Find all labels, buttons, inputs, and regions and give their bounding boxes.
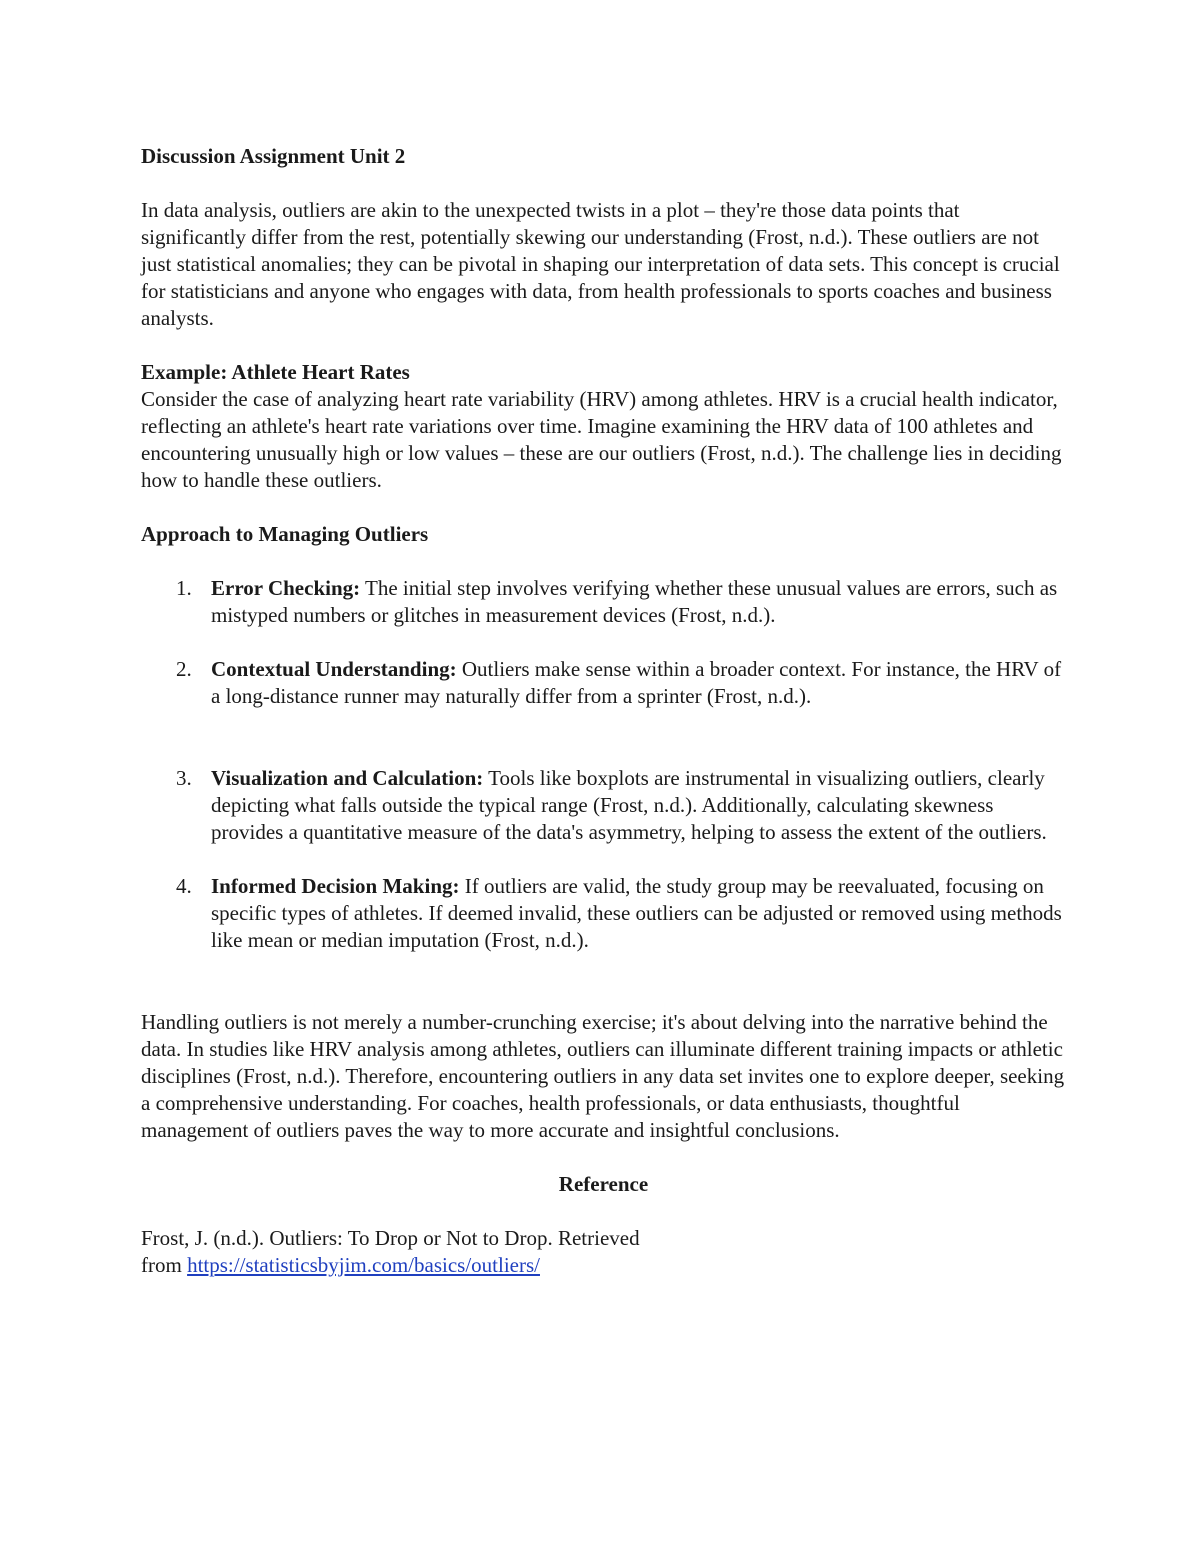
- list-item: [141, 575, 1066, 629]
- list-item-label: Informed Decision Making:: [211, 874, 460, 898]
- document-body: [141, 143, 1066, 1279]
- list-item-text: Tools like boxplots are instrumental in visualizing outliers, clearly depicting what falls outside the typical range (Frost, n.d.). Additionally, calculating skewness provides a quantitative measure of the data's asymmetry, helping to assess the extent of the outliers.: [211, 766, 1047, 844]
- list-item-text: The initial step involves verifying whether these unusual values are errors, such as mistyped numbers or glitches in measurement devices (Frost, n.d.).: [211, 576, 1058, 627]
- approach-heading: Approach to Managing Outliers: [141, 522, 429, 546]
- reference-prefix: from: [141, 1253, 188, 1277]
- list-item-text: Outliers make sense within a broader context. For instance, the HRV of a long-distance runner may naturally differ from a sprinter (Frost, n.d.).: [211, 657, 1062, 708]
- reference-heading: Reference: [558, 1172, 649, 1196]
- example-heading: Example: Athlete Heart Rates: [141, 360, 410, 384]
- approach-steps-list: [141, 575, 1066, 954]
- conclusion-paragraph: Handling outliers is not merely a number-crunching exercise; it's about delving into the narrative behind the data. In studies like HRV analysis among athletes, outliers can illuminate different training impacts or athletic disciplines (Frost, n.d.). Therefore, encountering outliers in any data set invites one to explore deeper, seeking a comprehensive understanding. For coaches, health professionals, or data enthusiasts, thoughtful management of outliers paves the way to more accurate and insightful conclusions.: [141, 1010, 1065, 1142]
- example-body: Consider the case of analyzing heart rate variability (HRV) among athletes. HRV is a crucial health indicator, reflecting an athlete's heart rate variations over time. Imagine examining the HRV data of 100 athletes and encountering unusually high or low values – these are our outliers (Frost, n.d.). The challenge lies in deciding how to handle these outliers.: [141, 387, 1062, 492]
- list-item-label: Visualization and Calculation:: [211, 766, 484, 790]
- intro-paragraph: In data analysis, outliers are akin to the unexpected twists in a plot – they're those data points that significantly differ from the rest, potentially skewing our understanding (Frost, n.d.). These outliers are not just statistical anomalies; they can be pivotal in shaping our interpretation of data sets. This concept is crucial for statisticians and anyone who engages with data, from health professionals to sports coaches and business analysts.: [141, 198, 1060, 330]
- example-section: [141, 359, 1066, 494]
- list-item: [141, 765, 1066, 846]
- list-item-label: Contextual Understanding:: [211, 657, 457, 681]
- list-item-number: 3.: [176, 766, 192, 790]
- document-title: Discussion Assignment Unit 2: [141, 144, 406, 168]
- list-item: [141, 656, 1066, 710]
- reference-citation: Frost, J. (n.d.). Outliers: To Drop or Not to Drop. Retrieved: [141, 1226, 640, 1250]
- reference-source-line: [141, 1252, 1066, 1279]
- list-item: [141, 873, 1066, 954]
- list-item-number: 1.: [176, 576, 192, 600]
- list-item-number: 2.: [176, 657, 192, 681]
- list-item-number: 4.: [176, 874, 192, 898]
- list-item-label: Error Checking:: [211, 576, 361, 600]
- reference-link[interactable]: https://statisticsbyjim.com/basics/outliers/: [187, 1253, 540, 1277]
- list-item-text: If outliers are valid, the study group may be reevaluated, focusing on specific types of athletes. If deemed invalid, these outliers can be adjusted or removed using methods like mean or median imputation (Frost, n.d.).: [211, 874, 1062, 952]
- reference-entry: [141, 1225, 1066, 1279]
